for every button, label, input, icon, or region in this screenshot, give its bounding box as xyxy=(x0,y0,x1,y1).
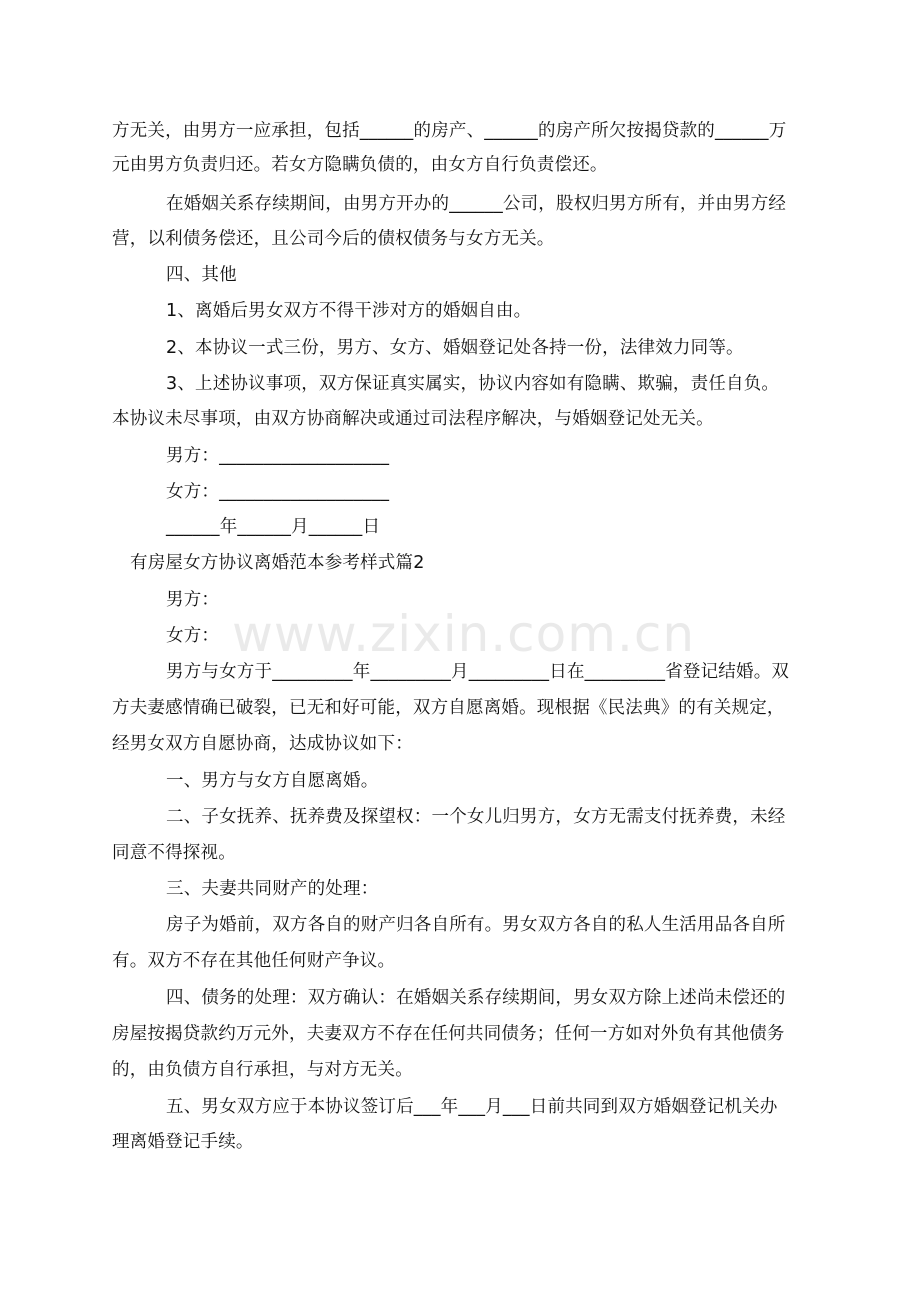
text-line: 房子为婚前，双方各自的财产归各自所有。男女双方各自的私人生活用品各自所 xyxy=(166,915,786,935)
text-line: 元由男方负责归还。若女方隐瞒负债的，由女方自行负责偿还。 xyxy=(112,155,608,175)
text-line: 方夫妻感情确已破裂，已无和好可能，双方自愿离婚。现根据《民法典》的有关规定， xyxy=(112,698,785,718)
text-line: 2、本协议一式三份，男方、女方、婚姻登记处各持一份，法律效力同等。 xyxy=(166,338,744,358)
text-line: 房屋按揭贷款约万元外，夫妻双方不存在任何共同债务；任何一方如对外负有其他债务 xyxy=(112,1024,785,1044)
watermark: www.zixin.com.cn xyxy=(232,605,696,663)
section-heading: 四、其他 xyxy=(166,265,237,285)
text-line: 有。双方不存在其他任何财产争议。 xyxy=(112,951,396,971)
signature-line-male: 男方：___________________ xyxy=(166,446,390,466)
text-line: 同意不得探视。 xyxy=(112,843,236,863)
female-party-label: 女方： xyxy=(166,626,220,646)
signature-line-female: 女方：___________________ xyxy=(166,482,390,502)
text-line: 3、上述协议事项，双方保证真实属实，协议内容如有隐瞒、欺骗，责任自负。 xyxy=(166,374,780,394)
text-line: 营，以利债务偿还，且公司今后的债权债务与女方无关。 xyxy=(112,229,555,249)
section-title: 有房屋女方协议离婚范本参考样式篇2 xyxy=(130,553,425,573)
male-party-label: 男方： xyxy=(166,590,220,610)
clause-5: 五、男女双方应于本协议签订后___年___月___日前共同到双方婚姻登记机关办 xyxy=(166,1097,778,1117)
clause-4: 四、债务的处理：双方确认：在婚姻关系存续期间，男女双方除上述尚未偿还的 xyxy=(166,988,786,1008)
text-line: 1、离婚后男女双方不得干涉对方的婚姻自由。 xyxy=(166,301,532,321)
text-line: 本协议未尽事项，由双方协商解决或通过司法程序解决，与婚姻登记处无关。 xyxy=(112,409,714,429)
clause-3: 三、夫妻共同财产的处理： xyxy=(166,879,379,899)
clause-2: 二、子女抚养、抚养费及探望权：一个女儿归男方，女方无需支付抚养费，未经 xyxy=(166,807,786,827)
clause-1: 一、男方与女方自愿离婚。 xyxy=(166,771,379,791)
text-line: 方无关，由男方一应承担，包括______的房产、______的房产所欠按揭贷款的______万 xyxy=(112,121,787,141)
text-line: 理离婚登记手续。 xyxy=(112,1132,254,1152)
text-line: 男方与女方于_________年_________月_________日在_________省登记结婚。双 xyxy=(166,662,790,682)
date-line: ______年______月______日 xyxy=(166,517,381,537)
text-line: 在婚姻关系存续期间，由男方开办的______公司，股权归男方所有，并由男方经 xyxy=(166,194,787,214)
text-line: 经男女双方自愿协商，达成协议如下： xyxy=(112,734,413,754)
text-line: 的，由负债方自行承担，与对方无关。 xyxy=(112,1060,413,1080)
